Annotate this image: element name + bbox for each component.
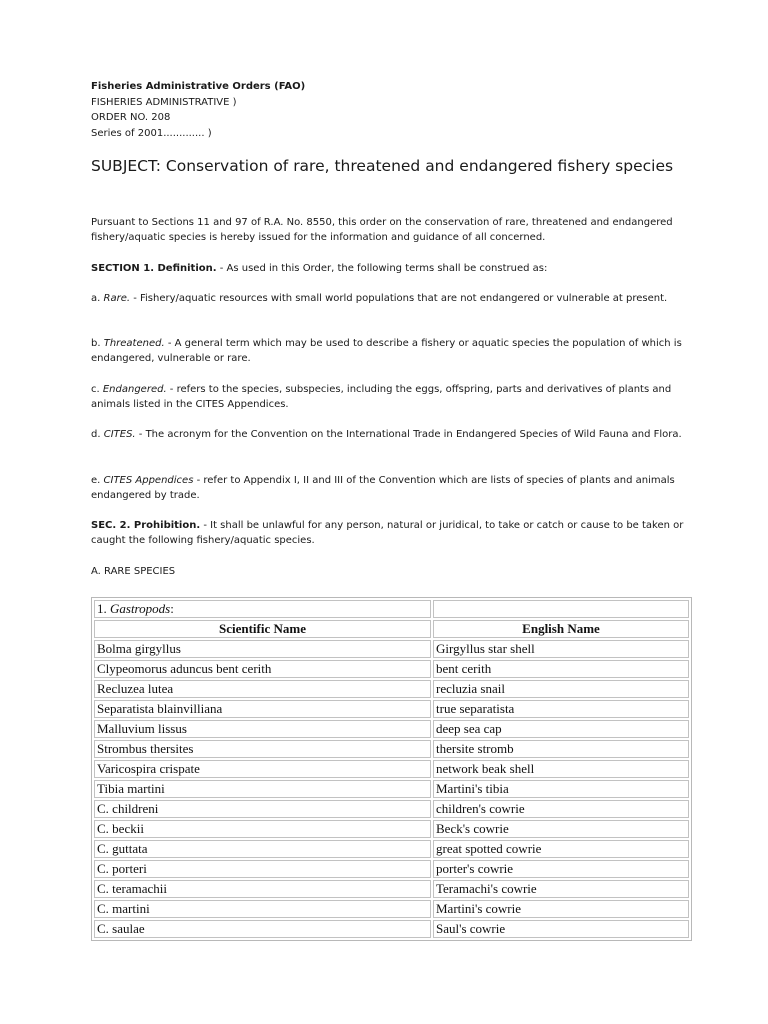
definition-term: CITES. [103,429,136,440]
definition-prefix: e. [91,475,104,486]
definition-text: - refer to Appendix I, II and III of the Convention which are lists of species of plants and animals endangered by trade. [91,475,675,502]
definition-term: Rare. [103,293,131,304]
table-row [94,900,689,918]
english-name-cell: bent cerith [433,660,689,678]
definition-text: - A general term which may be used to describe a fishery or aquatic species the population of which is endangered, vulnerable or rare. [91,338,682,365]
scientific-name-cell: C. beckii [94,820,431,838]
scientific-name-cell: Recluzea lutea [94,680,431,698]
english-name-cell: network beak shell [433,760,689,778]
section-1-heading: SECTION 1. Definition. [91,263,217,274]
english-name-cell: porter's cowrie [433,860,689,878]
gastropods-table [91,597,692,941]
english-name-cell: Saul's cowrie [433,920,689,938]
scientific-name-cell: Bolma girgyllus [94,640,431,658]
scientific-name-cell: Malluvium lissus [94,720,431,738]
english-name-header: English Name [433,620,689,638]
english-name-cell: Martini's cowrie [433,900,689,918]
table-row [94,820,689,838]
definition-prefix: b. [91,338,104,349]
english-name-cell: children's cowrie [433,800,689,818]
definition-prefix: d. [91,429,104,440]
scientific-name-cell: C. saulae [94,920,431,938]
header-line: FISHERIES ADMINISTRATIVE ) [91,96,237,108]
rare-species-heading: A. RARE SPECIES [91,566,176,577]
table-row [94,640,689,658]
document-header [91,79,305,141]
table-row [94,860,689,878]
header-line: Series of 2001............. ) [91,127,212,139]
english-name-cell: Girgyllus star shell [433,640,689,658]
definition-endangered [91,382,686,412]
table-row [94,680,689,698]
group-suffix: : [170,601,174,616]
english-name-cell: Beck's cowrie [433,820,689,838]
subject-heading: SUBJECT: Conservation of rare, threatened and endangered fishery species [91,157,674,175]
table-row [94,780,689,798]
definition-text: - The acronym for the Convention on the International Trade in Endangered Species of Wild Fauna and Flora. [135,429,682,440]
scientific-name-header: Scientific Name [94,620,431,638]
definition-term: CITES Appendices [103,475,194,486]
table-row [94,700,689,718]
table-body [94,600,689,938]
definition-term: Threatened. [103,338,165,349]
intro-paragraph: Pursuant to Sections 11 and 97 of R.A. No. 8550, this order on the conservation of rare, threatened and endangered fishery/aquatic species is hereby issued for the information and guidance of all concerned. [91,217,673,244]
english-name-cell: thersite stromb [433,740,689,758]
english-name-cell: Martini's tibia [433,780,689,798]
scientific-name-cell: Strombus thersites [94,740,431,758]
english-name-cell: deep sea cap [433,720,689,738]
section-2-paragraph [91,518,686,548]
definition-prefix: a. [91,293,104,304]
table-row [94,760,689,778]
english-name-cell: great spotted cowrie [433,840,689,858]
empty-cell [433,600,689,618]
table-row [94,880,689,898]
table-header-row [94,620,689,638]
english-name-cell: recluzia snail [433,680,689,698]
section-1-text: - As used in this Order, the following terms shall be construed as: [216,263,548,274]
definition-rare [91,291,686,306]
table-row [94,740,689,758]
header-line: ORDER NO. 208 [91,112,171,123]
definition-term: Endangered. [102,384,167,395]
section-1-paragraph [91,261,686,276]
header-title: Fisheries Administrative Orders (FAO) [91,81,306,92]
scientific-name-cell: C. porteri [94,860,431,878]
table-row [94,720,689,738]
table-row [94,840,689,858]
english-name-cell: Teramachi's cowrie [433,880,689,898]
definition-text: - Fishery/aquatic resources with small world populations that are not endangered or vulnerable at present. [130,293,668,304]
scientific-name-cell: Separatista blainvilliana [94,700,431,718]
section-2-heading: SEC. 2. Prohibition. [91,520,201,531]
section-2-text: - It shall be unlawful for any person, natural or juridical, to take or catch or cause to be taken or caught the following fishery/aquatic species. [91,520,684,547]
scientific-name-cell: Clypeomorus aduncus bent cerith [94,660,431,678]
scientific-name-cell: C. teramachii [94,880,431,898]
definition-threatened [91,336,686,366]
table-group-row [94,600,689,618]
english-name-cell: true separatista [433,700,689,718]
group-label-cell [94,600,431,618]
group-number: 1. [97,601,110,616]
table-row [94,920,689,938]
definition-cites-appendices [91,473,686,503]
table-row [94,800,689,818]
scientific-name-cell: C. guttata [94,840,431,858]
definition-prefix: c. [91,384,103,395]
scientific-name-cell: Varicospira crispate [94,760,431,778]
table-row [94,660,689,678]
scientific-name-cell: Tibia martini [94,780,431,798]
group-name: Gastropods [110,601,171,616]
scientific-name-cell: C. martini [94,900,431,918]
scientific-name-cell: C. childreni [94,800,431,818]
definition-text: - refers to the species, subspecies, including the eggs, offspring, parts and derivatives of plants and animals listed in the CITES Appendices. [91,384,672,411]
definition-cites [91,427,686,442]
